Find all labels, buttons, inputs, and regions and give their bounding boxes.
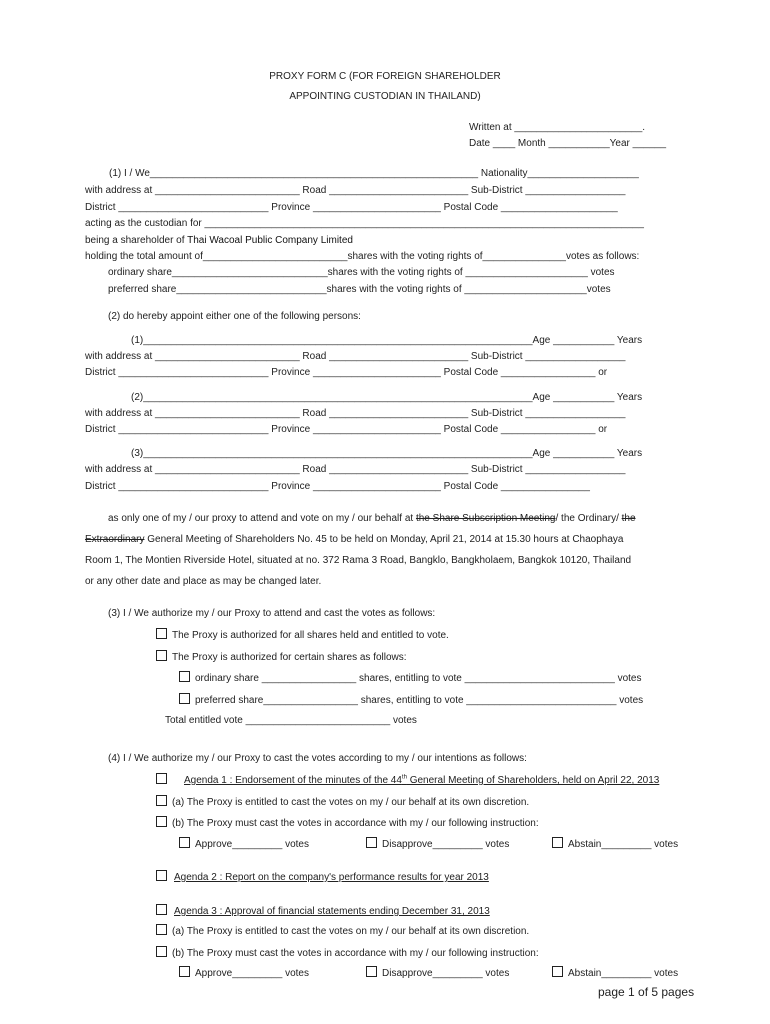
agenda1-title-sup: th <box>401 774 407 781</box>
checkbox-agenda1-approve[interactable] <box>179 837 190 848</box>
proxy1-address-field[interactable]: with address at __________________________ Road _________________________ Sub-District __________________ <box>85 351 626 362</box>
agenda3-disapprove[interactable] <box>366 966 509 979</box>
preferred-share-votes-field[interactable]: preferred share_________________ shares, entitling to vote ___________________________ votes <box>195 695 644 706</box>
checkbox-agenda1-a[interactable] <box>156 795 167 806</box>
proxy1-name-field[interactable]: (1)______________________________________________________________________Age ___________ Years <box>131 335 643 346</box>
proxy3-address-field[interactable]: with address at __________________________ Road _________________________ Sub-District __________________ <box>85 464 626 475</box>
agenda3-option-a-label: (a) The Proxy is entitled to cast the votes on my / our behalf at its own discretion. <box>172 926 530 937</box>
option-certain-shares[interactable] <box>156 650 407 663</box>
agenda1-disapprove[interactable] <box>366 837 509 850</box>
shareholder-address-field[interactable]: with address at __________________________ Road _________________________ Sub-District __________________ <box>85 185 626 196</box>
checkbox-agenda1-abstain[interactable] <box>552 837 563 848</box>
meeting-line-3: Room 1, The Montien Riverside Hotel, situated at no. 372 Rama 3 Road, Bangklo, Bangkholaem, Bangkok 10120, Thailand <box>85 555 632 566</box>
agenda3-option-b[interactable] <box>156 946 539 959</box>
shareholder-name-field[interactable]: (1) I / We___________________________________________________________ Nationality____________________ <box>109 168 639 179</box>
struck-extraordinary: Extraordinary <box>85 534 145 545</box>
shareholder-of-label: being a shareholder of <box>85 235 188 246</box>
agenda1-abstain[interactable] <box>552 837 678 850</box>
agenda3-row[interactable] <box>156 904 490 917</box>
total-entitled-vote-field[interactable]: Total entitled vote __________________________ votes <box>165 715 417 726</box>
meeting-text-a: as only one of my / our proxy to attend and vote on my / our behalf at <box>108 513 416 524</box>
proxy2-name-field[interactable]: (2)______________________________________________________________________Age ___________ Years <box>131 392 643 403</box>
agenda3-disapprove-votes[interactable]: Disapprove_________ votes <box>382 968 510 979</box>
intentions-intro: (4) I / We authorize my / our Proxy to cast the votes according to my / our intentions as follows: <box>108 753 527 764</box>
checkbox-agenda3-a[interactable] <box>156 924 167 935</box>
checkbox-agenda1[interactable] <box>156 773 167 784</box>
checkbox-agenda2[interactable] <box>156 870 167 881</box>
agenda1-abstain-votes[interactable]: Abstain_________ votes <box>568 839 679 850</box>
form-title-line1: PROXY FORM C (FOR FOREIGN SHAREHOLDER <box>269 71 501 82</box>
ordinary-share-votes-field[interactable]: ordinary share _________________ shares, entitling to vote ___________________________ votes <box>195 673 642 684</box>
agenda3-title: Agenda 3 : Approval of financial statements ending December 31, 2013 <box>174 906 490 917</box>
agenda1-title <box>184 775 659 786</box>
struck-share-subscription: the Share Subscription Meeting <box>415 513 556 524</box>
checkbox-agenda3[interactable] <box>156 904 167 915</box>
agenda1-title-a: Agenda 1 : Endorsement of the minutes of the 44 <box>184 775 402 786</box>
agenda3-approve[interactable] <box>179 966 309 979</box>
checkbox-agenda1-disapprove[interactable] <box>366 837 377 848</box>
checkbox-agenda3-approve[interactable] <box>179 966 190 977</box>
form-title-line2: APPOINTING CUSTODIAN IN THAILAND) <box>289 91 481 102</box>
proxy3-district-field[interactable]: District ___________________________ Province _______________________ Postal Code ________________ <box>85 481 590 492</box>
agenda1-title-b: General Meeting of Shareholders, held on April 22, 2013 <box>406 775 660 786</box>
agenda1-row[interactable] <box>156 773 659 786</box>
ordinary-shares-field[interactable]: ordinary share____________________________shares with the voting rights of ______________________ votes <box>108 267 615 278</box>
agenda1-disapprove-votes[interactable]: Disapprove_________ votes <box>382 839 510 850</box>
preferred-shares-field[interactable]: preferred share___________________________shares with the voting rights of ______________________votes <box>108 284 611 295</box>
option-certain-shares-label: The Proxy is authorized for certain shares as follows: <box>172 652 407 663</box>
meeting-line-4: or any other date and place as may be changed later. <box>85 576 322 587</box>
option-all-shares-label: The Proxy is authorized for all shares held and entitled to vote. <box>172 630 449 641</box>
checkbox-agenda3-b[interactable] <box>156 946 167 957</box>
shareholder-of-line <box>85 235 353 246</box>
total-shares-field[interactable]: holding the total amount of__________________________shares with the voting rights of_______________votes as follows: <box>85 251 640 262</box>
meeting-line-2 <box>85 534 624 545</box>
authorize-intro: (3) I / We authorize my / our Proxy to attend and cast the votes as follows: <box>108 608 436 619</box>
checkbox-agenda3-abstain[interactable] <box>552 966 563 977</box>
checkbox-all-shares[interactable] <box>156 628 167 639</box>
agenda2-title: Agenda 2 : Report on the company's performance results for year 2013 <box>174 872 489 883</box>
checkbox-certain-shares[interactable] <box>156 650 167 661</box>
checkbox-agenda1-b[interactable] <box>156 816 167 827</box>
option-preferred-share[interactable] <box>179 693 643 706</box>
checkbox-ordinary-share[interactable] <box>179 671 190 682</box>
agenda1-approve[interactable] <box>179 837 309 850</box>
struck-the: the <box>621 513 636 524</box>
agenda1-option-a-label: (a) The Proxy is entitled to cast the votes on my / our behalf at its own discretion. <box>172 797 530 808</box>
agenda1-option-b-label: (b) The Proxy must cast the votes in accordance with my / our following instruction: <box>172 818 539 829</box>
option-all-shares[interactable] <box>156 628 449 641</box>
custodian-field[interactable]: acting as the custodian for _______________________________________________________________________________ <box>85 218 644 229</box>
agenda1-approve-votes[interactable]: Approve_________ votes <box>195 839 309 850</box>
meeting-text-b: / the Ordinary/ <box>555 513 622 524</box>
meeting-text-c: General Meeting of Shareholders No. 45 to be held on Monday, April 21, 2014 at 15.30 hours at Chaophaya <box>144 534 624 545</box>
agenda3-approve-votes[interactable]: Approve_________ votes <box>195 968 309 979</box>
agenda1-option-b[interactable] <box>156 816 539 829</box>
meeting-line-1 <box>108 513 636 524</box>
company-name: Thai Wacoal Public Company Limited <box>187 235 353 246</box>
proxy3-name-field[interactable]: (3)______________________________________________________________________Age ___________ Years <box>131 448 643 459</box>
date-field[interactable]: Date ____ Month ___________Year ______ <box>469 138 667 149</box>
page-number: page 1 of 5 pages <box>598 985 695 999</box>
agenda3-abstain[interactable] <box>552 966 678 979</box>
checkbox-preferred-share[interactable] <box>179 693 190 704</box>
agenda3-option-b-label: (b) The Proxy must cast the votes in accordance with my / our following instruction: <box>172 948 539 959</box>
proxy2-address-field[interactable]: with address at __________________________ Road _________________________ Sub-District __________________ <box>85 408 626 419</box>
agenda1-option-a[interactable] <box>156 795 529 808</box>
checkbox-agenda3-disapprove[interactable] <box>366 966 377 977</box>
proxy2-district-field[interactable]: District ___________________________ Province _______________________ Postal Code _________________ or <box>85 424 608 435</box>
proxy1-district-field[interactable]: District ___________________________ Province _______________________ Postal Code _________________ or <box>85 367 608 378</box>
appoint-intro: (2) do hereby appoint either one of the following persons: <box>108 311 361 322</box>
shareholder-district-field[interactable]: District ___________________________ Province _______________________ Postal Code _____________________ <box>85 202 618 213</box>
agenda3-abstain-votes[interactable]: Abstain_________ votes <box>568 968 679 979</box>
agenda2-row[interactable] <box>156 870 489 883</box>
written-at-field[interactable]: Written at _______________________. <box>469 122 646 133</box>
agenda3-option-a[interactable] <box>156 924 529 937</box>
option-ordinary-share[interactable] <box>179 671 641 684</box>
